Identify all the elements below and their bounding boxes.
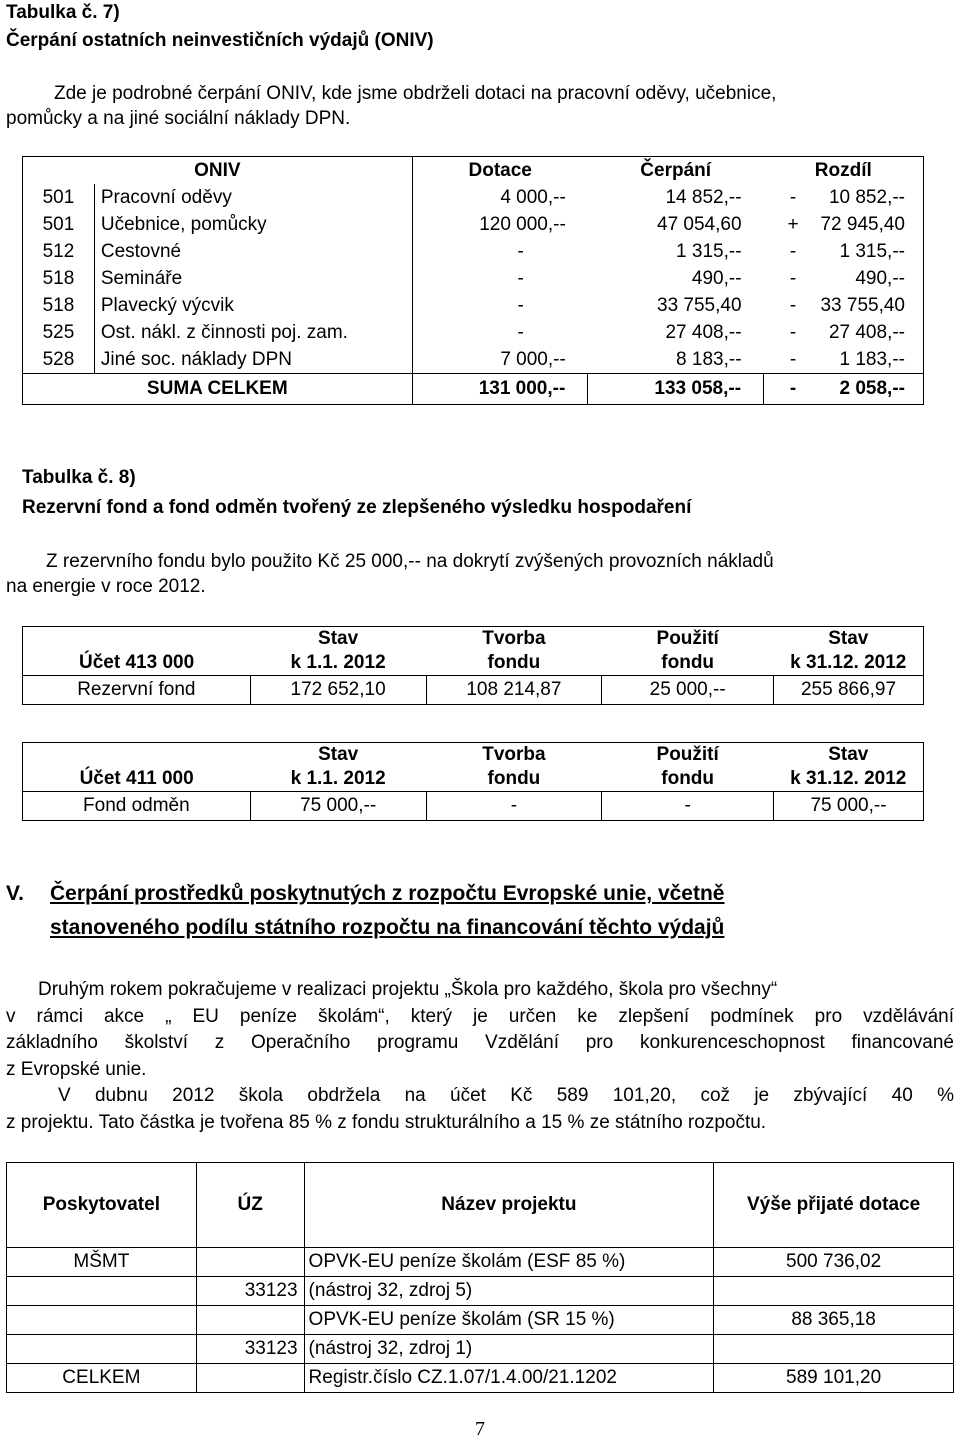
- oniv-rozdil: 27 408,--: [828, 321, 905, 343]
- eu-row: [7, 1335, 954, 1364]
- oniv-dotace: 120 000,--: [479, 213, 566, 235]
- oniv-name: Cestovné: [94, 238, 412, 265]
- eu-provider: [7, 1277, 197, 1306]
- cerpani-header: Čerpání: [588, 157, 764, 185]
- eu-uz: 33123: [196, 1277, 304, 1306]
- eu-amount: [714, 1335, 954, 1364]
- dotace-header: Dotace: [412, 157, 588, 185]
- oniv-name: Učebnice, pomůcky: [94, 211, 412, 238]
- stav-end-date: k 31.12. 2012: [790, 652, 907, 673]
- oniv-cerpani: 27 408,--: [665, 321, 742, 343]
- reward-fund-row: [23, 792, 924, 821]
- section-v-number: V.: [6, 882, 24, 905]
- p1-line: v rámci akce „ EU peníze školám“, který je určen ke zlepšení podmínek pro vzdělávání: [6, 1005, 954, 1027]
- oniv-sign: -: [789, 321, 797, 343]
- p2-line: z projektu. Tato částka je tvořena 85 % z fondu strukturálního a 15 % ze státního rozpočtu.: [6, 1111, 767, 1133]
- oniv-cerpani: 14 852,--: [665, 186, 742, 208]
- oniv-dotace: -: [517, 321, 524, 343]
- oniv-cerpani: 490,--: [691, 267, 742, 289]
- oniv-row: [23, 346, 924, 374]
- fund-name: Rezervní fond: [23, 676, 251, 705]
- oniv-rozdil: 490,--: [855, 267, 905, 289]
- stav-end-heading: Stav: [828, 744, 869, 765]
- fund-pouziti: -: [602, 792, 774, 821]
- stav-start-date: k 1.1. 2012: [290, 652, 386, 673]
- eu-amount: [714, 1277, 954, 1306]
- eu-row: [7, 1306, 954, 1335]
- table7-intro-line1: Zde je podrobné čerpání ONIV, kde jsme obdrželi dotaci na pracovní oděvy, učebnice,: [54, 83, 777, 104]
- oniv-rozdil: 1 183,--: [839, 348, 905, 370]
- p1-line: z Evropské unie.: [6, 1058, 147, 1080]
- pouziti-heading: Použití: [656, 744, 719, 765]
- table8-intro-line1: Z rezervního fondu bylo použito Kč 25 000,-- na dokrytí zvýšených provozních nákladů: [46, 551, 774, 572]
- rozdil-header: Rozdíl: [764, 157, 924, 185]
- sum-rozdil: 2 058,--: [839, 378, 905, 399]
- oniv-dotace: -: [517, 267, 524, 289]
- section-v-title-line1: Čerpání prostředků poskytnutých z rozpočtu Evropské unie, včetně: [50, 882, 725, 905]
- eu-amount: 500 736,02: [714, 1248, 954, 1277]
- eu-uz: [196, 1364, 304, 1393]
- table7-intro-line2: pomůcky a na jiné sociální náklady DPN.: [6, 108, 351, 129]
- eu-uz: [196, 1306, 304, 1335]
- amount-header: Výše přijaté dotace: [714, 1163, 954, 1248]
- eu-row: [7, 1248, 954, 1277]
- oniv-name: Semináře: [94, 265, 412, 292]
- fund-stav-start: 172 652,10: [250, 676, 426, 705]
- fund-name: Fond odměn: [23, 792, 251, 821]
- oniv-table: [22, 156, 924, 405]
- fund-stav-end: 255 866,97: [774, 676, 924, 705]
- provider-header: Poskytovatel: [7, 1163, 197, 1248]
- oniv-sign: -: [789, 294, 797, 316]
- p2-line: V dubnu 2012 škola obdržela na účet Kč 589 101,20, což je zbývající 40 %: [58, 1085, 954, 1106]
- stav-end-date: k 31.12. 2012: [790, 768, 907, 789]
- eu-project: (nástroj 32, zdroj 1): [304, 1335, 714, 1364]
- oniv-sign: -: [789, 348, 797, 370]
- oniv-dotace: -: [517, 294, 524, 316]
- oniv-row: [23, 184, 924, 211]
- eu-row: [7, 1364, 954, 1393]
- oniv-cerpani: 47 054,60: [657, 213, 742, 235]
- stav-start-date: k 1.1. 2012: [290, 768, 386, 789]
- fund-pouziti: 25 000,--: [602, 676, 774, 705]
- eu-funding-table: [6, 1162, 954, 1393]
- fund-tvorba: 108 214,87: [426, 676, 602, 705]
- eu-amount: 88 365,18: [714, 1306, 954, 1335]
- fund-stav-start: 75 000,--: [250, 792, 426, 821]
- reserve-fund-row: [23, 676, 924, 705]
- eu-provider: MŠMT: [7, 1248, 197, 1277]
- eu-project: OPVK-EU peníze školám (SR 15 %): [304, 1306, 714, 1335]
- sum-label: SUMA CELKEM: [23, 374, 413, 405]
- eu-row: [7, 1277, 954, 1306]
- oniv-header: ONIV: [23, 157, 413, 185]
- oniv-row: [23, 211, 924, 238]
- account-413: Účet 413 000: [23, 627, 251, 676]
- section-v-paragraph1: [6, 977, 954, 1136]
- reward-fund-table: [22, 742, 924, 821]
- oniv-code: 525: [23, 319, 95, 346]
- oniv-code: 528: [23, 346, 95, 374]
- eu-uz: 33123: [196, 1335, 304, 1364]
- tvorba-heading: Tvorba: [482, 628, 546, 649]
- eu-project: OPVK-EU peníze školám (ESF 85 %): [304, 1248, 714, 1277]
- oniv-code: 512: [23, 238, 95, 265]
- fund-tvorba: -: [426, 792, 602, 821]
- fund-stav-end: 75 000,--: [774, 792, 924, 821]
- table7-label: Tabulka č. 7): [6, 2, 120, 23]
- sum-dotace: 131 000,--: [412, 374, 588, 405]
- pouziti-heading: Použití: [656, 628, 719, 649]
- sum-row: [23, 374, 924, 405]
- eu-provider: CELKEM: [7, 1364, 197, 1393]
- table7-title: Čerpání ostatních neinvestičních výdajů (ONIV): [6, 30, 434, 51]
- oniv-sign: -: [789, 240, 797, 262]
- eu-provider: [7, 1306, 197, 1335]
- oniv-name: Jiné soc. náklady DPN: [94, 346, 412, 374]
- table8-intro-line2: na energie v roce 2012.: [6, 576, 206, 597]
- oniv-name: Ost. nákl. z činnosti poj. zam.: [94, 319, 412, 346]
- oniv-code: 518: [23, 265, 95, 292]
- section-v-title-line2: stanoveného podílu státního rozpočtu na financování těchto výdajů: [50, 916, 725, 939]
- stav-start-heading: Stav: [318, 744, 359, 765]
- oniv-code: 501: [23, 211, 95, 238]
- oniv-sign: -: [789, 267, 797, 289]
- eu-project: (nástroj 32, zdroj 5): [304, 1277, 714, 1306]
- tvorba-sub: fondu: [487, 768, 541, 789]
- sum-sign: -: [789, 378, 797, 399]
- eu-uz: [196, 1248, 304, 1277]
- oniv-rozdil: 1 315,--: [839, 240, 905, 262]
- p1-line: Druhým rokem pokračujeme v realizaci projektu „Škola pro každého, škola pro všechny“: [38, 979, 778, 1000]
- oniv-row: [23, 319, 924, 346]
- oniv-rozdil: 33 755,40: [820, 294, 905, 316]
- tvorba-sub: fondu: [487, 652, 541, 673]
- oniv-cerpani: 33 755,40: [657, 294, 742, 316]
- reserve-fund-table: [22, 626, 924, 705]
- oniv-rozdil: 72 945,40: [820, 213, 905, 235]
- page-number: 7: [475, 1418, 485, 1440]
- oniv-cerpani: 8 183,--: [676, 348, 742, 370]
- oniv-code: 501: [23, 184, 95, 211]
- oniv-name: Plavecký výcvik: [94, 292, 412, 319]
- stav-end-heading: Stav: [828, 628, 869, 649]
- oniv-cerpani: 1 315,--: [676, 240, 742, 262]
- oniv-code: 518: [23, 292, 95, 319]
- uz-header: ÚZ: [196, 1163, 304, 1248]
- oniv-sign: +: [787, 213, 799, 235]
- account-411: Účet 411 000: [23, 743, 251, 792]
- eu-project: Registr.číslo CZ.1.07/1.4.00/21.1202: [304, 1364, 714, 1393]
- pouziti-sub: fondu: [661, 652, 715, 673]
- eu-provider: [7, 1335, 197, 1364]
- oniv-dotace: 7 000,--: [500, 348, 566, 370]
- oniv-sign: -: [789, 186, 797, 208]
- oniv-name: Pracovní oděvy: [94, 184, 412, 211]
- table8-label: Tabulka č. 8): [22, 467, 136, 488]
- stav-start-heading: Stav: [318, 628, 359, 649]
- pouziti-sub: fondu: [661, 768, 715, 789]
- p1-line: základního školství z Operačního programu Vzdělání pro konkurenceschopnost financované: [6, 1032, 954, 1053]
- oniv-row: [23, 292, 924, 319]
- oniv-dotace: 4 000,--: [500, 186, 566, 208]
- table8-title: Rezervní fond a fond odměn tvořený ze zlepšeného výsledku hospodaření: [22, 497, 692, 518]
- tvorba-heading: Tvorba: [482, 744, 546, 765]
- oniv-dotace: -: [517, 240, 524, 262]
- project-header: Název projektu: [304, 1163, 714, 1248]
- eu-amount: 589 101,20: [714, 1364, 954, 1393]
- oniv-row: [23, 265, 924, 292]
- oniv-rozdil: 10 852,--: [828, 186, 905, 208]
- oniv-row: [23, 238, 924, 265]
- sum-cerpani: 133 058,--: [588, 374, 764, 405]
